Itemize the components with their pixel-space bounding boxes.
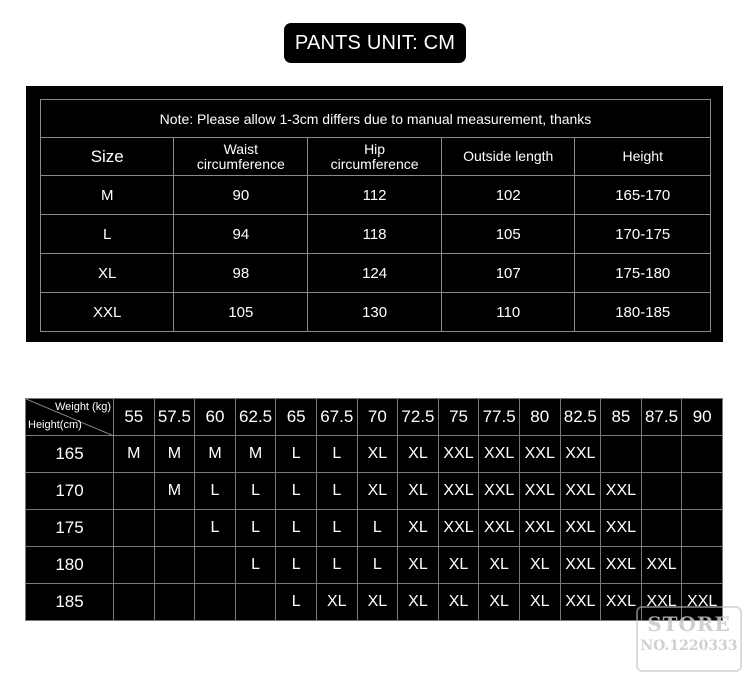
size-recommendation-cell: XL <box>398 436 439 473</box>
size-recommendation-cell <box>195 547 236 584</box>
hip-cell: 124 <box>308 254 442 293</box>
weight-header-cell: 65 <box>276 399 317 436</box>
weight-header-cell: 90 <box>682 399 723 436</box>
table-row <box>41 254 711 293</box>
size-table <box>40 99 711 332</box>
size-recommendation-cell: XXL <box>560 584 601 621</box>
size-recommendation-cell <box>154 510 195 547</box>
size-recommendation-cell <box>601 436 642 473</box>
size-recommendation-cell: XL <box>357 584 398 621</box>
size-recommendation-cell: L <box>276 547 317 584</box>
hip-cell: 118 <box>308 215 442 254</box>
weight-header-cell: 55 <box>114 399 155 436</box>
size-recommendation-cell <box>114 584 155 621</box>
size-recommendation-cell: XXL <box>560 436 601 473</box>
watermark-line2: NO.1220333 <box>640 638 738 654</box>
size-recommendation-cell: XL <box>398 584 439 621</box>
header-size: Size <box>41 138 174 176</box>
size-recommendation-cell: XXL <box>519 510 560 547</box>
height-cell: 175 <box>26 510 114 547</box>
header-outside-length: Outside length <box>441 138 575 176</box>
size-recommendation-cell <box>114 547 155 584</box>
chart-row <box>26 436 723 473</box>
size-recommendation-cell <box>682 547 723 584</box>
weight-header-cell: 85 <box>601 399 642 436</box>
chart-corner-cell <box>26 399 114 436</box>
weight-header-cell: 80 <box>519 399 560 436</box>
size-recommendation-cell: XXL <box>641 547 682 584</box>
weight-axis-label: Weight (kg) <box>54 401 111 413</box>
size-recommendation-cell: L <box>276 510 317 547</box>
weight-header-cell: 77.5 <box>479 399 520 436</box>
size-recommendation-cell: XXL <box>438 436 479 473</box>
size-recommendation-cell <box>641 510 682 547</box>
weight-height-chart <box>25 398 723 621</box>
table-row <box>41 293 711 332</box>
size-recommendation-cell: XXL <box>641 584 682 621</box>
size-recommendation-cell: M <box>195 436 236 473</box>
hip-cell: 130 <box>308 293 442 332</box>
page-title: PANTS UNIT: CM <box>284 23 466 63</box>
chart-row <box>26 473 723 510</box>
size-recommendation-cell: L <box>357 547 398 584</box>
size-recommendation-cell: L <box>276 473 317 510</box>
size-recommendation-cell: XL <box>398 510 439 547</box>
chart-row <box>26 510 723 547</box>
size-recommendation-cell: XL <box>519 584 560 621</box>
size-recommendation-cell: XL <box>357 473 398 510</box>
weight-header-cell: 70 <box>357 399 398 436</box>
length-cell: 105 <box>441 215 575 254</box>
size-recommendation-cell: XXL <box>438 510 479 547</box>
size-recommendation-cell <box>682 473 723 510</box>
hip-cell: 112 <box>308 176 442 215</box>
size-recommendation-cell: M <box>154 436 195 473</box>
height-axis-label: Height(cm) <box>28 419 82 431</box>
waist-cell: 90 <box>174 176 308 215</box>
size-recommendation-cell <box>235 584 276 621</box>
size-recommendation-cell <box>195 584 236 621</box>
size-recommendation-cell <box>641 436 682 473</box>
header-height: Height <box>575 138 711 176</box>
size-recommendation-cell: XL <box>438 547 479 584</box>
size-table-panel <box>26 86 723 342</box>
size-recommendation-cell <box>154 547 195 584</box>
size-recommendation-cell <box>154 584 195 621</box>
chart-row <box>26 584 723 621</box>
size-recommendation-cell: XXL <box>682 584 723 621</box>
size-recommendation-cell: XL <box>519 547 560 584</box>
weight-header-cell: 75 <box>438 399 479 436</box>
weight-header-cell: 87.5 <box>641 399 682 436</box>
size-recommendation-cell: XL <box>479 584 520 621</box>
size-recommendation-cell: XXL <box>560 510 601 547</box>
size-recommendation-cell: L <box>316 547 357 584</box>
watermark-line1: STORE <box>647 612 731 636</box>
size-cell: M <box>41 176 174 215</box>
size-recommendation-cell: L <box>316 510 357 547</box>
weight-header-cell: 62.5 <box>235 399 276 436</box>
size-recommendation-cell: XXL <box>479 510 520 547</box>
size-cell: XL <box>41 254 174 293</box>
size-recommendation-cell: XL <box>398 547 439 584</box>
size-recommendation-cell: L <box>316 473 357 510</box>
weight-header-cell: 67.5 <box>316 399 357 436</box>
size-recommendation-cell <box>114 473 155 510</box>
size-recommendation-cell <box>682 510 723 547</box>
size-recommendation-cell: XXL <box>438 473 479 510</box>
size-recommendation-cell: XXL <box>479 473 520 510</box>
height-cell: 180 <box>26 547 114 584</box>
size-recommendation-cell: XXL <box>519 473 560 510</box>
size-recommendation-cell: XXL <box>601 473 642 510</box>
size-recommendation-cell: L <box>195 510 236 547</box>
store-watermark <box>636 606 742 672</box>
size-recommendation-cell: L <box>235 473 276 510</box>
height-cell: 175-180 <box>575 254 711 293</box>
chart-header-row <box>26 399 723 436</box>
weight-header-cell: 72.5 <box>398 399 439 436</box>
size-recommendation-cell <box>114 510 155 547</box>
size-recommendation-cell <box>641 473 682 510</box>
size-recommendation-cell: XL <box>316 584 357 621</box>
height-cell: 180-185 <box>575 293 711 332</box>
header-waist: Waist circumference <box>174 138 308 176</box>
table-row <box>41 215 711 254</box>
waist-cell: 98 <box>174 254 308 293</box>
size-recommendation-cell: L <box>276 584 317 621</box>
weight-header-cell: 57.5 <box>154 399 195 436</box>
size-recommendation-cell: XL <box>357 436 398 473</box>
size-recommendation-cell: XL <box>398 473 439 510</box>
size-recommendation-cell: XXL <box>601 547 642 584</box>
height-cell: 185 <box>26 584 114 621</box>
size-recommendation-cell: L <box>357 510 398 547</box>
size-recommendation-cell: XXL <box>519 436 560 473</box>
size-recommendation-cell: M <box>114 436 155 473</box>
size-recommendation-cell: XXL <box>601 510 642 547</box>
chart-row <box>26 547 723 584</box>
height-cell: 170 <box>26 473 114 510</box>
size-recommendation-cell: L <box>195 473 236 510</box>
length-cell: 102 <box>441 176 575 215</box>
height-cell: 170-175 <box>575 215 711 254</box>
size-recommendation-cell: XXL <box>560 473 601 510</box>
size-recommendation-cell: L <box>235 547 276 584</box>
height-cell: 165 <box>26 436 114 473</box>
size-recommendation-cell: L <box>235 510 276 547</box>
size-recommendation-cell: XXL <box>479 436 520 473</box>
length-cell: 107 <box>441 254 575 293</box>
size-recommendation-cell: L <box>316 436 357 473</box>
height-cell: 165-170 <box>575 176 711 215</box>
waist-cell: 105 <box>174 293 308 332</box>
header-hip: Hip circumference <box>308 138 442 176</box>
size-cell: L <box>41 215 174 254</box>
weight-header-cell: 82.5 <box>560 399 601 436</box>
size-recommendation-cell: M <box>235 436 276 473</box>
size-recommendation-cell <box>682 436 723 473</box>
size-recommendation-cell: XXL <box>560 547 601 584</box>
weight-header-cell: 60 <box>195 399 236 436</box>
note-text: Note: Please allow 1-3cm differs due to manual measurement, thanks <box>41 100 711 138</box>
size-recommendation-cell: XL <box>479 547 520 584</box>
waist-cell: 94 <box>174 215 308 254</box>
size-cell: XXL <box>41 293 174 332</box>
length-cell: 110 <box>441 293 575 332</box>
size-recommendation-cell: XXL <box>601 584 642 621</box>
size-recommendation-cell: M <box>154 473 195 510</box>
table-row <box>41 176 711 215</box>
size-recommendation-cell: L <box>276 436 317 473</box>
size-recommendation-cell: XL <box>438 584 479 621</box>
